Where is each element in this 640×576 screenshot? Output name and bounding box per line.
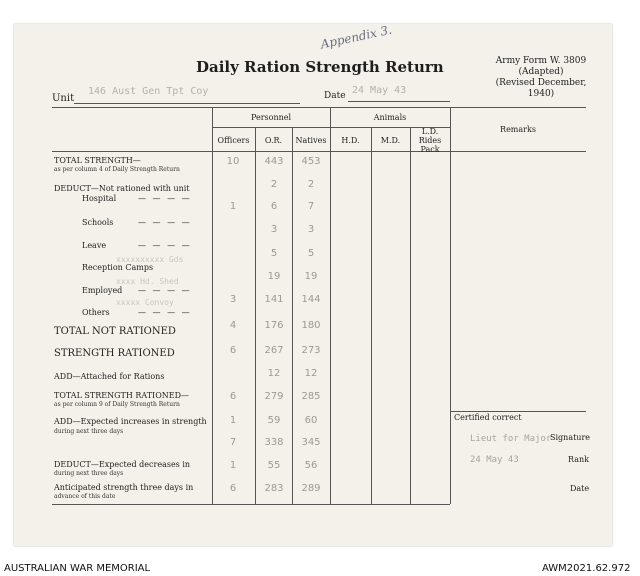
anticipated-label: Anticipated strength three days in [54,483,194,492]
form-number-block [486,56,596,100]
schools-label: Schools [82,218,114,227]
total-strength-rationed-officers: 6 [229,391,237,402]
remarks-header: Remarks [500,125,536,134]
date-remarks-label: Date [570,484,590,493]
schools-dashes: — — — — [138,218,192,227]
deduct-expected-label: DEDUCT—Expected decreases in [54,460,191,469]
strength-rationed-officers: 6 [229,345,237,356]
form-adapted: (Adapted) [518,67,564,77]
others-officers: 3 [229,294,237,305]
form-number: Army Form W. 3809 [495,56,587,66]
deduct-expected-officers: 1 [229,460,237,471]
unit-line [74,103,300,104]
subtotal-or: 338 [264,437,284,448]
personnel-header: Personnel [250,113,292,122]
employed-or: 19 [267,271,281,282]
deduct-expected-or: 55 [267,460,281,471]
footer-right: AWM2021.62.972 [542,563,631,574]
anticipated-officers: 6 [229,483,237,494]
reception-or: 5 [270,248,278,259]
leave-or: 3 [270,224,278,235]
hospital-natives: 2 [307,179,315,190]
officers-header: Officers [217,136,250,145]
total-strength-rationed-sub: as per column 9 of Daily Strength Return [54,401,180,408]
form-revised: (Revised December, 1940) [495,78,587,99]
schools-natives: 7 [307,201,315,212]
employed-dashes: — — — — [138,286,192,295]
others-label: Others [82,308,110,317]
hospital-or: 2 [270,179,278,190]
col-line-hd [330,107,331,504]
total-strength-or: 443 [264,156,284,167]
schools-officers: 1 [229,201,237,212]
ld-header-line2: Rides [418,136,442,145]
leave-dashes: — — — — [138,241,192,250]
reception-label: Reception Camps [82,263,154,272]
employed-natives: 19 [304,271,318,282]
remarks-divider [450,411,586,412]
total-strength-natives: 453 [301,156,321,167]
deduct-expected-natives: 56 [304,460,318,471]
table-top-line [52,107,586,108]
rank-label: Rank [568,455,589,464]
total-strength-label: TOTAL STRENGTH— [54,156,141,165]
signer-value: Lieut for Major [470,434,552,444]
reception-natives: 5 [307,248,315,259]
date-line [348,101,450,102]
natives-header: Natives [295,136,327,145]
ld-header-line3: Pack [420,145,440,154]
deduct-label: DEDUCT—Not rationed with unit [54,184,190,193]
total-not-rationed-or: 176 [264,320,284,331]
leave-label: Leave [82,241,107,250]
add-expected-officers: 1 [229,415,237,426]
total-strength-rationed-natives: 285 [301,391,321,402]
signature-label: Signature [550,433,591,442]
ghost-text-1: xxxxxxxxxx Gds [116,255,184,264]
add-expected-or: 59 [267,415,281,426]
date-label: Date [324,91,346,101]
hospital-label: Hospital [82,194,117,203]
leave-natives: 3 [307,224,315,235]
anticipated-natives: 289 [301,483,321,494]
unit-value: 146 Aust Gen Tpt Coy [88,86,209,97]
strength-rationed-or: 267 [264,345,284,356]
others-dashes: — — — — [138,308,192,317]
animals-header: Animals [373,113,407,122]
deduct-expected-sub: during next three days [54,470,124,477]
subtotal-natives: 345 [301,437,321,448]
others-or: 141 [264,294,284,305]
total-strength-officers: 10 [226,156,240,167]
anticipated-sub: advance of this date [54,493,116,500]
others-natives: 144 [301,294,321,305]
ghost-text-3: xxxxx Convoy [116,298,174,307]
ld-header-line1: L.D. [421,127,439,136]
col-line-remarks [450,107,451,504]
subtotal-officers: 7 [229,437,237,448]
total-not-rationed-label: TOTAL NOT RATIONED [54,326,176,337]
add-expected-label: ADD—Expected increases in strength [54,417,207,426]
certified-correct: Certified correct [454,413,522,422]
hd-header: H.D. [341,136,360,145]
col-line-ld [410,127,411,504]
total-strength-sub: as per column 4 of Daily Strength Return [54,166,180,173]
add-expected-natives: 60 [304,415,318,426]
form-title: Daily Ration Strength Return [196,58,444,76]
or-header: O.R. [264,136,283,145]
table-bottom-line [52,504,450,505]
add-expected-sub: during next three days [54,428,124,435]
ld-header [410,127,450,154]
employed-label: Employed [82,286,123,295]
attached-natives: 12 [304,368,318,379]
total-strength-rationed-or: 279 [264,391,284,402]
total-strength-rationed-label: TOTAL STRENGTH RATIONED— [54,391,190,400]
strength-rationed-natives: 273 [301,345,321,356]
col-line-natives [292,127,293,504]
schools-or: 6 [270,201,278,212]
ghost-text-2: xxxx Hd. Shed [116,277,179,286]
header-bottom-line [52,151,586,152]
total-not-rationed-natives: 180 [301,320,321,331]
footer-left: AUSTRALIAN WAR MEMORIAL [4,563,151,574]
attached-label: ADD—Attached for Rations [54,372,165,381]
rank-value: 24 May 43 [470,455,519,465]
attached-or: 12 [267,368,281,379]
date-value: 24 May 43 [352,85,407,96]
col-line-officers [212,107,213,504]
strength-rationed-label: STRENGTH RATIONED [54,348,175,359]
col-line-or [255,127,256,504]
anticipated-or: 283 [264,483,284,494]
handwritten-note: Appendix 3. [319,22,394,52]
total-not-rationed-officers: 4 [229,320,237,331]
col-line-md [371,127,372,504]
md-header: M.D. [380,136,401,145]
unit-label: Unit [52,93,75,104]
hospital-dashes: — — — — [138,194,192,203]
